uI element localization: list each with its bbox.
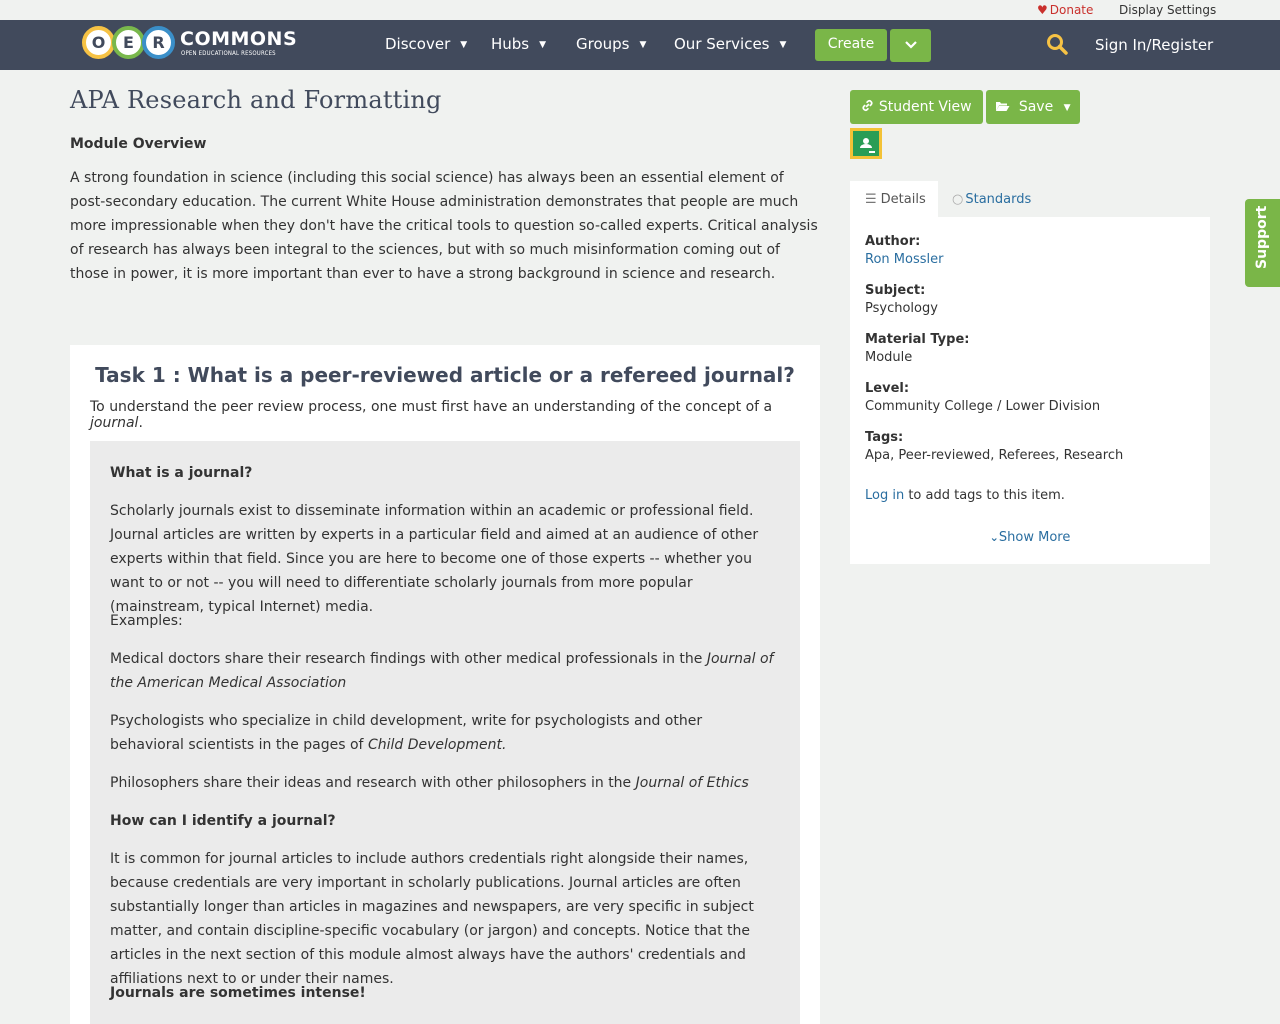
tags-value: Apa, Peer-reviewed, Referees, Research bbox=[865, 448, 1124, 463]
link-icon bbox=[861, 99, 874, 112]
module-overview-text: A strong foundation in science (including this social science) has always been an essential element of post-secondary education. The current White House administration demonstrates that people are much more impressionable when they don't have the critical tools to question so-called experts. Critical analysis of research has always been integral to the sciences, but with so much misinformation coming out of those in power, it is more important than ever to have a strong background in science and research. bbox=[70, 170, 818, 282]
example-philosophy bbox=[110, 771, 775, 795]
donate-label: Donate bbox=[1049, 3, 1094, 17]
example-psychology-journal: Child Development. bbox=[367, 737, 507, 753]
logo-tagline: OPEN EDUCATIONAL RESOURCES bbox=[181, 50, 276, 57]
donate-link[interactable] bbox=[1037, 3, 1093, 17]
details-panel bbox=[850, 217, 1210, 564]
create-button[interactable]: Create bbox=[815, 29, 887, 61]
nav-our-services[interactable] bbox=[674, 35, 786, 53]
paragraph-identify-journal: It is common for journal articles to include authors credentials right alongside their names, because credentials are very important in scholarly publications. Journal articles are often substantially longer than articles in magazines and newspapers, are very specific in subject matter, and contain discipline-specific vocabulary (or jargon) and concepts. Notice that the articles in the next section of this module almost always have the authors' credentials and affiliations next to or under their names. bbox=[110, 851, 754, 987]
chevron-down-icon bbox=[905, 41, 917, 49]
log-in-link[interactable]: Log in bbox=[865, 488, 905, 503]
example-philosophy-journal: Journal of Ethics bbox=[635, 775, 749, 791]
nav-groups[interactable] bbox=[576, 35, 646, 53]
level-label: Level: bbox=[865, 381, 910, 396]
nav-discover-label: Discover bbox=[385, 35, 451, 53]
nav-our-services-label: Our Services bbox=[674, 35, 770, 53]
sign-in-register-link[interactable]: Sign In/Register bbox=[1095, 36, 1214, 54]
nav-discover[interactable] bbox=[385, 35, 467, 53]
tab-details-label: Details bbox=[880, 192, 926, 207]
example-medical bbox=[110, 647, 775, 695]
nav-groups-label: Groups bbox=[576, 35, 630, 53]
circle-icon: ○ bbox=[952, 192, 964, 207]
author-link[interactable]: Ron Mossler bbox=[865, 252, 944, 267]
example-medical-journal: Journal of the American Medical Association bbox=[110, 651, 774, 691]
student-view-label: Student View bbox=[878, 99, 972, 115]
support-label: Support bbox=[1254, 205, 1270, 269]
subject-value: Psychology bbox=[865, 301, 938, 316]
nav-hubs[interactable] bbox=[491, 35, 546, 53]
examples-label: Examples: bbox=[110, 613, 183, 629]
login-suffix: to add tags to this item. bbox=[904, 488, 1065, 503]
logo-wordmark: COMMONS bbox=[180, 28, 298, 50]
main-navbar bbox=[0, 20, 1280, 70]
page-title: APA Research and Formatting bbox=[70, 86, 442, 114]
show-more-label: Show More bbox=[998, 530, 1071, 545]
list-icon: ☰ bbox=[865, 192, 877, 207]
google-classroom-icon[interactable] bbox=[850, 128, 882, 159]
logo-letter-r: R bbox=[142, 26, 175, 59]
material-type-label: Material Type: bbox=[865, 332, 970, 347]
task-title: Task 1 : What is a peer-reviewed article or a refereed journal? bbox=[95, 363, 795, 387]
example-psychology-text: Psychologists who specialize in child development, write for psychologists and other behavioral scientists in the pages of bbox=[110, 713, 703, 753]
logo-letter-e: E bbox=[112, 26, 145, 59]
chevron-down-icon: ▼ bbox=[460, 40, 468, 50]
task-intro bbox=[90, 399, 800, 431]
tab-standards-label: Standards bbox=[965, 192, 1032, 207]
tags-label: Tags: bbox=[865, 430, 904, 445]
nav-hubs-label: Hubs bbox=[491, 35, 530, 53]
caret-down-icon: ▼ bbox=[1063, 103, 1071, 113]
task-intro-suffix: . bbox=[138, 415, 143, 431]
example-psychology bbox=[110, 709, 775, 757]
support-tab[interactable] bbox=[1245, 199, 1280, 287]
author-label: Author: bbox=[865, 234, 921, 249]
journal-info-box bbox=[90, 441, 800, 1024]
tab-details[interactable] bbox=[850, 181, 938, 218]
example-medical-text: Medical doctors share their research findings with other medical professionals in the bbox=[110, 651, 707, 667]
save-label: Save bbox=[1018, 99, 1054, 115]
heart-icon: ♥ bbox=[1037, 3, 1048, 17]
chevron-down-icon: ▼ bbox=[639, 40, 647, 50]
task-intro-emphasis: journal bbox=[90, 415, 139, 431]
oer-commons-logo[interactable] bbox=[82, 26, 298, 62]
save-button[interactable] bbox=[986, 90, 1080, 124]
folder-open-icon bbox=[995, 100, 1010, 112]
show-more-link[interactable] bbox=[850, 530, 1210, 545]
task-card bbox=[70, 345, 820, 1024]
login-to-tag bbox=[865, 488, 1065, 503]
student-view-button[interactable] bbox=[850, 90, 983, 124]
create-dropdown-button[interactable] bbox=[890, 29, 931, 62]
paragraph-scholarly-journals: Scholarly journals exist to disseminate information within an academic or professional field. Journal articles are written by experts in a particular field and aimed at an audience of other experts within that field. Since you are here to become one of those experts -- whether you want to or not -- you will need to differentiate scholarly journals from more popular (mainstream, typical Internet) media. bbox=[110, 503, 759, 615]
level-value: Community College / Lower Division bbox=[865, 399, 1101, 414]
search-icon[interactable] bbox=[1046, 33, 1068, 55]
subject-label: Subject: bbox=[865, 283, 926, 298]
tab-standards[interactable] bbox=[952, 181, 1031, 219]
chevron-down-icon: ⌄ bbox=[989, 531, 999, 544]
chevron-down-icon: ▼ bbox=[779, 40, 787, 50]
module-overview-heading: Module Overview bbox=[70, 136, 207, 152]
logo-letter-o: O bbox=[82, 26, 115, 59]
chevron-down-icon: ▼ bbox=[539, 40, 547, 50]
utility-bar bbox=[0, 0, 1280, 20]
display-settings-link[interactable]: Display Settings bbox=[1119, 3, 1217, 17]
heading-journals-intense: Journals are sometimes intense! bbox=[110, 985, 366, 1001]
question-what-is-journal: What is a journal? bbox=[110, 465, 253, 481]
material-type-value: Module bbox=[865, 350, 913, 365]
task-intro-text: To understand the peer review process, one must first have an understanding of the concept of a bbox=[90, 399, 773, 415]
question-identify-journal: How can I identify a journal? bbox=[110, 813, 336, 829]
example-philosophy-text: Philosophers share their ideas and research with other philosophers in the bbox=[110, 775, 636, 791]
details-tabs bbox=[850, 181, 1210, 217]
